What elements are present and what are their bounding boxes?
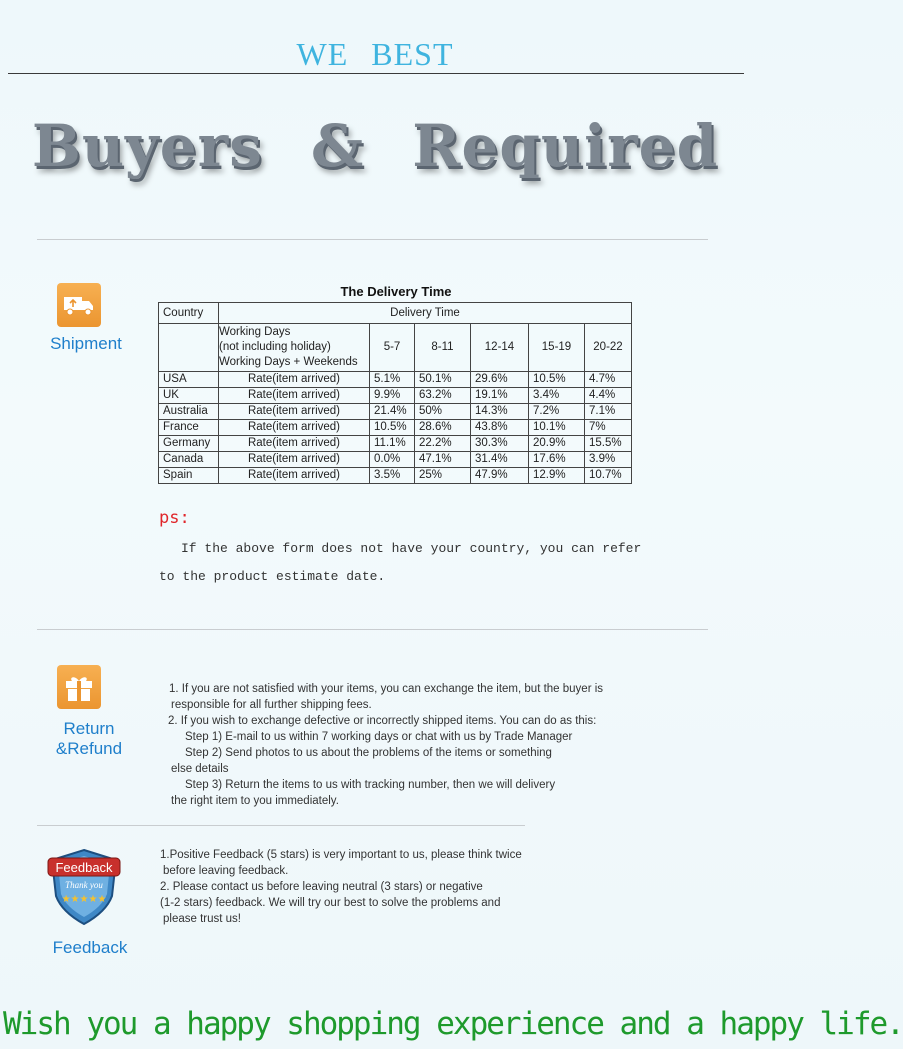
country-cell: Australia <box>159 404 219 420</box>
country-cell: Germany <box>159 436 219 452</box>
rate-cell: Rate(item arrived) <box>219 404 370 420</box>
rate-cell: Rate(item arrived) <box>219 372 370 388</box>
refund-line: Step 1) E-mail to us within 7 working days or chat with us by Trade Manager <box>185 731 573 743</box>
working-days-line: Working Days <box>219 326 291 338</box>
percent-cell: 12.9% <box>529 468 585 484</box>
percent-cell: 31.4% <box>471 452 529 468</box>
note-line: to the product estimate date. <box>159 569 386 584</box>
percent-cell: 50% <box>415 404 471 420</box>
percent-cell: 20.9% <box>529 436 585 452</box>
rate-cell: Rate(item arrived) <box>219 436 370 452</box>
badge-subtitle: Thank you <box>65 880 103 890</box>
percent-cell: 10.7% <box>585 468 632 484</box>
country-cell: UK <box>159 388 219 404</box>
ps-label: ps: <box>159 508 190 528</box>
percent-cell: 21.4% <box>370 404 415 420</box>
percent-cell: 4.4% <box>585 388 632 404</box>
gift-icon <box>57 665 101 709</box>
range-header: 8-11 <box>415 324 471 372</box>
headline-left: Buyers <box>31 112 263 180</box>
footer-message: Wish you a happy shopping experience and a happy life. <box>3 1006 903 1042</box>
percent-cell: 11.1% <box>370 436 415 452</box>
feedback-label: Feedback <box>52 938 128 957</box>
working-days-line: Working Days + Weekends <box>219 356 358 368</box>
range-header: 20-22 <box>585 324 632 372</box>
country-cell: Spain <box>159 468 219 484</box>
table-row <box>159 468 632 484</box>
delivery-time-header: Delivery Time <box>219 303 632 324</box>
feedback-line: 2. Please contact us before leaving neutral (3 stars) or negative <box>160 881 483 893</box>
range-header: 12-14 <box>471 324 529 372</box>
return-refund-label: Return &Refund <box>55 719 123 758</box>
country-cell: USA <box>159 372 219 388</box>
table-cell <box>159 324 219 372</box>
percent-cell: 3.9% <box>585 452 632 468</box>
percent-cell: 3.4% <box>529 388 585 404</box>
truck-icon <box>57 283 101 327</box>
percent-cell: 43.8% <box>471 420 529 436</box>
percent-cell: 17.6% <box>529 452 585 468</box>
working-days-cell <box>219 324 370 372</box>
rate-cell: Rate(item arrived) <box>219 420 370 436</box>
table-title: The Delivery Time <box>340 284 452 299</box>
table-row <box>159 372 632 388</box>
refund-line: Step 3) Return the items to us with tracking number, then we will delivery <box>185 779 556 791</box>
range-header: 5-7 <box>370 324 415 372</box>
percent-cell: 10.5% <box>529 372 585 388</box>
table-row <box>159 388 632 404</box>
section-divider <box>37 629 708 630</box>
percent-cell: 7.1% <box>585 404 632 420</box>
feedback-line: before leaving feedback. <box>163 865 289 877</box>
brand-title: WE BEST <box>296 36 454 72</box>
percent-cell: 4.7% <box>585 372 632 388</box>
percent-cell: 19.1% <box>471 388 529 404</box>
range-header: 15-19 <box>529 324 585 372</box>
headline <box>0 112 750 180</box>
percent-cell: 63.2% <box>415 388 471 404</box>
table-row <box>159 404 632 420</box>
percent-cell: 47.1% <box>415 452 471 468</box>
percent-cell: 28.6% <box>415 420 471 436</box>
refund-line: 1. If you are not satisfied with your items, you can exchange the item, but the buyer is <box>169 683 604 695</box>
percent-cell: 30.3% <box>471 436 529 452</box>
feedback-line: 1.Positive Feedback (5 stars) is very important to us, please think twice <box>160 849 522 861</box>
percent-cell: 7% <box>585 420 632 436</box>
country-cell: France <box>159 420 219 436</box>
refund-line: Step 2) Send photos to us about the problems of the items or something <box>185 747 552 759</box>
refund-line: 2. If you wish to exchange defective or incorrectly shipped items. You can do as this: <box>168 715 597 727</box>
badge-stars-icon: ★★★★★ <box>61 894 107 905</box>
refund-line: the right item to you immediately. <box>171 795 339 807</box>
percent-cell: 25% <box>415 468 471 484</box>
percent-cell: 29.6% <box>471 372 529 388</box>
rate-cell: Rate(item arrived) <box>219 388 370 404</box>
headline-ampersand: & <box>310 112 365 180</box>
headline-right: Required <box>412 112 719 180</box>
percent-cell: 22.2% <box>415 436 471 452</box>
percent-cell: 14.3% <box>471 404 529 420</box>
feedback-line: please trust us! <box>163 913 241 925</box>
table-row <box>159 436 632 452</box>
delivery-time-table <box>158 302 632 484</box>
table-row <box>159 452 632 468</box>
table-row <box>159 420 632 436</box>
percent-cell: 10.5% <box>370 420 415 436</box>
country-cell: Canada <box>159 452 219 468</box>
rate-cell: Rate(item arrived) <box>219 468 370 484</box>
feedback-badge-icon <box>46 846 122 931</box>
shipment-label: Shipment <box>50 334 122 353</box>
note-line: If the above form does not have your country, you can refer <box>181 541 642 556</box>
section-divider <box>37 825 525 826</box>
badge-title: Feedback <box>55 860 113 875</box>
percent-cell: 50.1% <box>415 372 471 388</box>
working-days-line: (not including holiday) <box>219 341 331 353</box>
section-divider <box>37 239 708 240</box>
percent-cell: 7.2% <box>529 404 585 420</box>
percent-cell: 0.0% <box>370 452 415 468</box>
refund-line: responsible for all further shipping fees. <box>171 699 372 711</box>
percent-cell: 9.9% <box>370 388 415 404</box>
percent-cell: 47.9% <box>471 468 529 484</box>
percent-cell: 3.5% <box>370 468 415 484</box>
header-divider <box>8 73 744 74</box>
feedback-line: (1-2 stars) feedback. We will try our best to solve the problems and <box>160 897 501 909</box>
country-header: Country <box>159 303 219 324</box>
rate-cell: Rate(item arrived) <box>219 452 370 468</box>
percent-cell: 5.1% <box>370 372 415 388</box>
percent-cell: 15.5% <box>585 436 632 452</box>
percent-cell: 10.1% <box>529 420 585 436</box>
refund-line: else details <box>171 763 229 775</box>
